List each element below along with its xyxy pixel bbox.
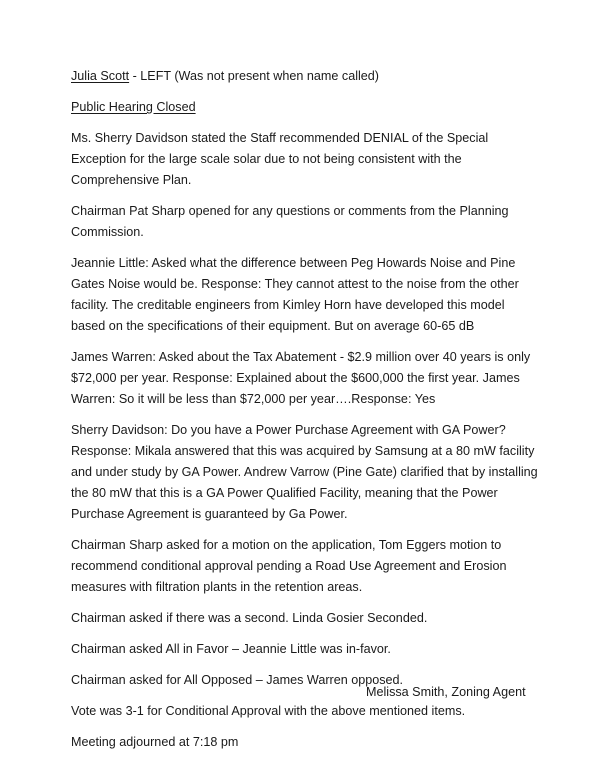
- public-hearing-heading: Public Hearing Closed: [71, 100, 196, 114]
- noise-question-paragraph: Jeannie Little: Asked what the difference between Peg Howards Noise and Pine Gates Noise would be. Response: They cannot attest to the noise from the other facility. The creditable engineers from Kimley Horn have developed this model based on the specifications of their equipment. But on average 60-65 dB: [71, 256, 519, 333]
- chairman-opening-paragraph: Chairman Pat Sharp opened for any questions or comments from the Planning Commission.: [71, 204, 509, 239]
- attendance-note-text: - LEFT (Was not present when name called): [129, 69, 379, 83]
- tax-abatement-paragraph: James Warren: Asked about the Tax Abatement - $2.9 million over 40 years is only $72,000 per year. Response: Explained about the $600,000 the first year. James Warren: So it will be less than $72,000 per year….Response: Yes: [71, 350, 531, 406]
- vote-paragraph: Vote was 3-1 for Conditional Approval with the above mentioned items.: [71, 704, 466, 718]
- power-purchase-paragraph: Sherry Davidson: Do you have a Power Purchase Agreement with GA Power? Response: Mikala answered that this was acquired by Samsung at a 80 mW facility and under study by GA Power. Andrew Varrow (Pine Gate) clarified that by installing the 80 mW that this is a GA Power Qualified Facility, meaning that the Power Purchase Agreement is guaranteed by Ga Power.: [71, 423, 538, 521]
- staff-recommendation-paragraph: Ms. Sherry Davidson stated the Staff recommended DENIAL of the Special Exception for the large scale solar due to not being consistent with the Comprehensive Plan.: [71, 131, 489, 187]
- adjourned-paragraph: Meeting adjourned at 7:18 pm: [71, 735, 239, 749]
- member-name: Julia Scott: [71, 69, 130, 83]
- attendance-note: [71, 66, 541, 87]
- signature-line: Melissa Smith, Zoning Agent: [366, 685, 526, 699]
- motion-paragraph: Chairman Sharp asked for a motion on the application, Tom Eggers motion to recommend conditional approval pending a Road Use Agreement and Erosion measures with filtration plants in the retention areas.: [71, 538, 507, 594]
- opposed-paragraph: Chairman asked for All Opposed – James Warren opposed.: [71, 673, 404, 687]
- minutes-body: [71, 66, 541, 763]
- second-paragraph: Chairman asked if there was a second. Linda Gosier Seconded.: [71, 611, 428, 625]
- in-favor-paragraph: Chairman asked All in Favor – Jeannie Little was in-favor.: [71, 642, 391, 656]
- section-heading: [71, 97, 541, 118]
